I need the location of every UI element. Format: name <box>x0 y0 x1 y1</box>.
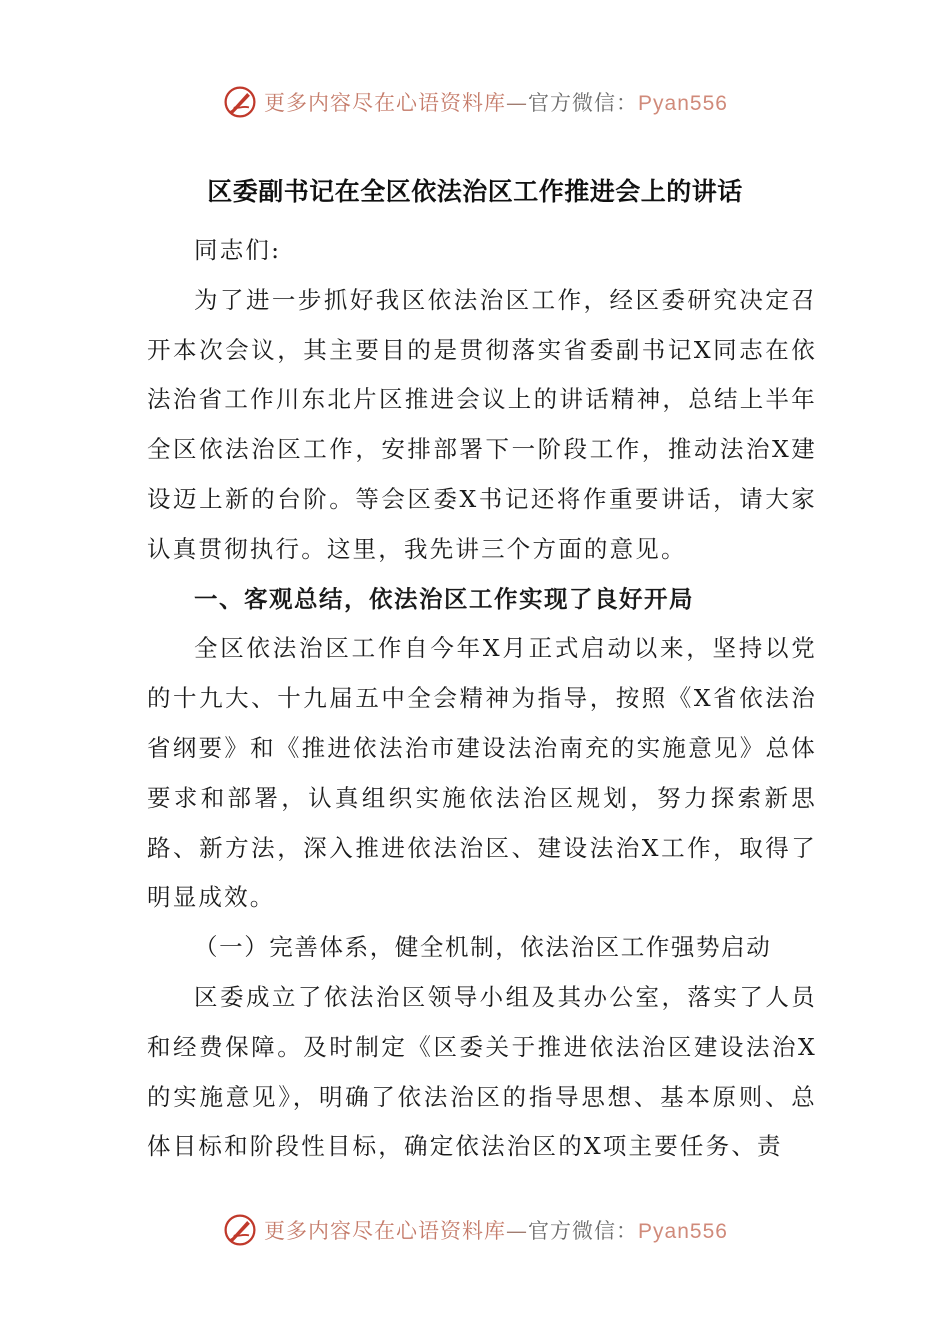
document-title: 区委副书记在全区依法治区工作推进会上的讲话 <box>207 177 743 206</box>
document-body <box>147 226 817 1172</box>
watermark-site-text: 更多内容尽在心语资料库 <box>264 91 507 115</box>
watermark-wechat-id: Pyan556 <box>638 1220 728 1243</box>
watermark-banner-top <box>0 80 950 124</box>
subsection-heading: （一）完善体系，健全机制，依法治区工作强势启动 <box>194 933 772 962</box>
watermark-wechat-id: Pyan556 <box>638 92 728 115</box>
watermark-wechat-label: 官方微信： <box>528 91 639 115</box>
watermark-banner-bottom <box>0 1208 950 1252</box>
watermark-wechat-label: 官方微信： <box>528 1219 639 1243</box>
quill-logo-icon <box>222 1212 258 1248</box>
watermark-separator: — <box>506 1219 529 1243</box>
subsection-paragraph: 区委成立了依法治区领导小组及其办公室，落实了人员和经费保障。及时制定《区委关于推进依法治区建设法治X的实施意见》，明确了依法治区的指导思想、基本原则、总体目标和阶段性目标，确定依法治区的X项主要任务、责 <box>147 982 817 1161</box>
watermark-site-text: 更多内容尽在心语资料库 <box>264 1219 507 1243</box>
watermark-separator: — <box>506 91 529 115</box>
watermark-text <box>264 1215 728 1245</box>
intro-paragraph: 为了进一步抓好我区依法治区工作，经区委研究决定召开本次会议，其主要目的是贯彻落实省委副书记X同志在依法治省工作川东北片区推进会议上的讲话精神，总结上半年全区依法治区工作，安排部署下一阶段工作，推动法治X建设迈上新的台阶。等会区委X书记还将作重要讲话，请大家认真贯彻执行。这里，我先讲三个方面的意见。 <box>147 285 817 563</box>
quill-logo-icon <box>222 84 258 120</box>
section-heading: 一、客观总结，依法治区工作实现了良好开局 <box>194 584 694 613</box>
watermark-text <box>264 87 728 117</box>
greeting: 同志们: <box>194 236 282 264</box>
section-paragraph: 全区依法治区工作自今年X月正式启动以来，坚持以党的十九大、十九届五中全会精神为指导，按照《X省依法治省纲要》和《推进依法治市建设法治南充的实施意见》总体要求和部署，认真组织实施依法治区规划，努力探索新思路、新方法，深入推进依法治区、建设法治X工作，取得了明显成效。 <box>147 634 817 912</box>
